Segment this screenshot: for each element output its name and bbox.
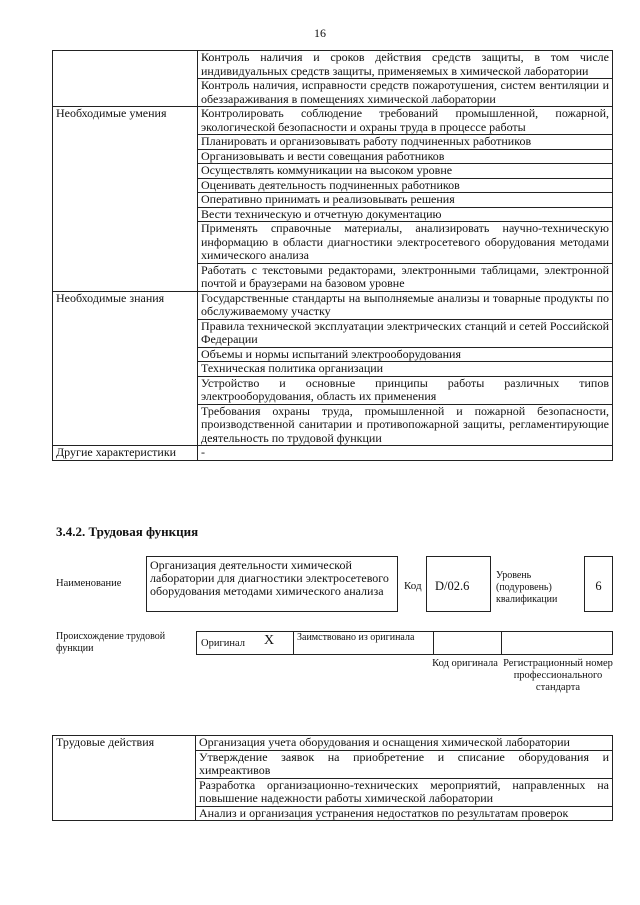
row-item: Объемы и нормы испытаний электрооборудования	[198, 347, 613, 362]
code-box	[426, 556, 491, 612]
row-item: Техническая политика организации	[198, 362, 613, 377]
table-row	[53, 107, 613, 135]
row-item: Анализ и организация устранения недостатков по результатам проверок	[196, 806, 613, 821]
row-item: Контроль наличия и сроков действия средств защиты, в том числе индивидуальных средств защиты, применяемых в химической лаборатории	[198, 51, 613, 79]
code-value: D/02.6	[435, 579, 470, 593]
level-label: Уровень (подуровень) квалификации	[496, 570, 558, 605]
row-item: Требования охраны труда, промышленной и пожарной безопасности, производственной санитарии и противопожарной защиты, регламентирующие деятельность по трудовой функции	[198, 404, 613, 446]
row-label: Необходимые знания	[53, 291, 198, 446]
row-item: Работать с текстовыми редакторами, электронными таблицами, электронной почтой и браузерами на базовом уровне	[198, 263, 613, 291]
row-label: Трудовые действия	[53, 736, 196, 821]
section-title: 3.4.2. Трудовая функция	[56, 524, 199, 539]
row-item: Оценивать деятельность подчиненных работников	[198, 178, 613, 193]
row-item: Государственные стандарты на выполняемые анализы и товарные продукты по обслуживаемому участку	[198, 291, 613, 319]
row-item: Устройство и основные принципы работы различных типов электрооборудования, область их применения	[198, 376, 613, 404]
origin-label: Происхождение трудовой функции	[56, 631, 166, 654]
table-row	[53, 51, 613, 79]
name-label: Наименование	[56, 578, 122, 589]
name-value: Организация деятельности химической лаборатории для диагностики электросетевого оборудования методами химического анализа	[150, 558, 389, 598]
row-item: Организация учета оборудования и оснащения химической лаборатории	[196, 736, 613, 751]
requirements-table	[52, 50, 613, 461]
page-number: 16	[314, 26, 326, 40]
actions-table	[52, 735, 613, 821]
table-row	[53, 736, 613, 751]
name-box	[146, 556, 398, 612]
row-item: -	[198, 446, 613, 461]
level-box	[584, 556, 613, 612]
row-item: Контролировать соблюдение требований промышленной, пожарной, экологической безопасности и охраны труда в процессе работы	[198, 107, 613, 135]
row-item: Правила технической эксплуатации электрических станций и сетей Российской Федерации	[198, 319, 613, 347]
code-label: Код	[404, 580, 422, 592]
original-label: Оригинал	[201, 638, 245, 649]
borrowed-label: Заимствовано из оригинала	[297, 632, 415, 643]
table-row	[53, 446, 613, 461]
reg-caption: Регистрационный номер профессионального стандарта	[503, 658, 613, 693]
row-item: Организовывать и вести совещания работников	[198, 149, 613, 164]
row-item: Планировать и организовывать работу подчиненных работников	[198, 135, 613, 150]
code-caption: Код оригинала	[432, 658, 498, 669]
row-label: Другие характеристики	[53, 446, 198, 461]
row-item: Осуществлять коммуникации на высоком уровне	[198, 164, 613, 179]
row-item: Вести техническую и отчетную документацию	[198, 207, 613, 222]
row-item: Разработка организационно-технических мероприятий, направленных на повышение надежности работы химической лаборатории	[196, 778, 613, 806]
table-row	[53, 291, 613, 319]
level-value: 6	[595, 579, 602, 593]
row-label	[53, 51, 198, 107]
row-item: Контроль наличия, исправности средств пожаротушения, систем вентиляции и обеззараживания в помещениях химической лаборатории	[198, 79, 613, 107]
row-item: Утверждение заявок на приобретение и списание оборудования и химреактивов	[196, 750, 613, 778]
row-item: Оперативно принимать и реализовывать решения	[198, 193, 613, 208]
row-item: Применять справочные материалы, анализировать научно-техническую информацию в области диагностики электросетевого оборудования методами химического анализа	[198, 222, 613, 264]
row-label: Необходимые умения	[53, 107, 198, 292]
original-mark: X	[264, 633, 275, 648]
